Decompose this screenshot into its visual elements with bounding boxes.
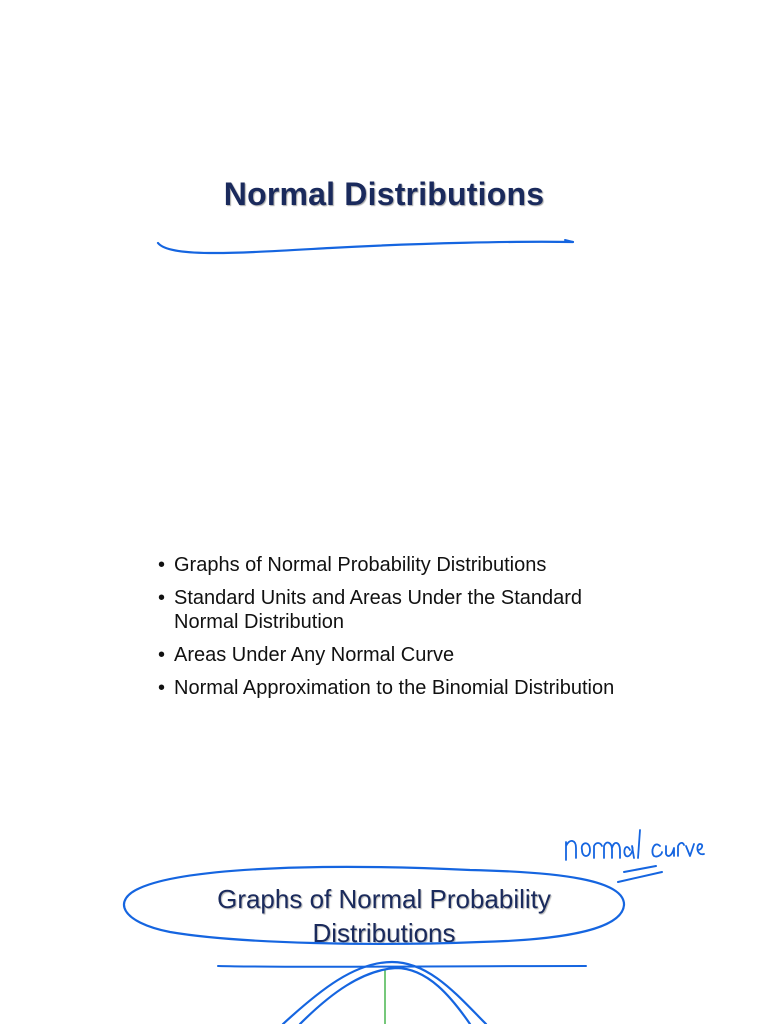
bullet-text: Standard Units and Areas Under the Standard Normal Distribution (174, 587, 583, 633)
section-title-line: Distributions (312, 918, 456, 948)
bullet-dot-icon: • (158, 587, 166, 609)
bullet-dot-icon: • (158, 554, 166, 576)
handwritten-normal-curve-text (566, 830, 704, 860)
annotation-dash-lower (618, 872, 662, 882)
section-title-line: Graphs of Normal Probability (217, 884, 551, 914)
axis-baseline (218, 966, 586, 967)
bullet-dot-icon: • (158, 644, 166, 666)
section-title-ellipse (124, 867, 624, 944)
annotation-dash-upper (624, 866, 656, 872)
bullet-dot-icon: • (158, 677, 166, 699)
bullet-text: Normal Approximation to the Binomial Distribution (174, 677, 615, 699)
title-underline-stroke (158, 242, 573, 253)
bullet-text: Graphs of Normal Probability Distributions (174, 554, 547, 576)
slide-title: Normal Distributions (223, 176, 545, 212)
bullet-text: Areas Under Any Normal Curve (174, 644, 455, 666)
